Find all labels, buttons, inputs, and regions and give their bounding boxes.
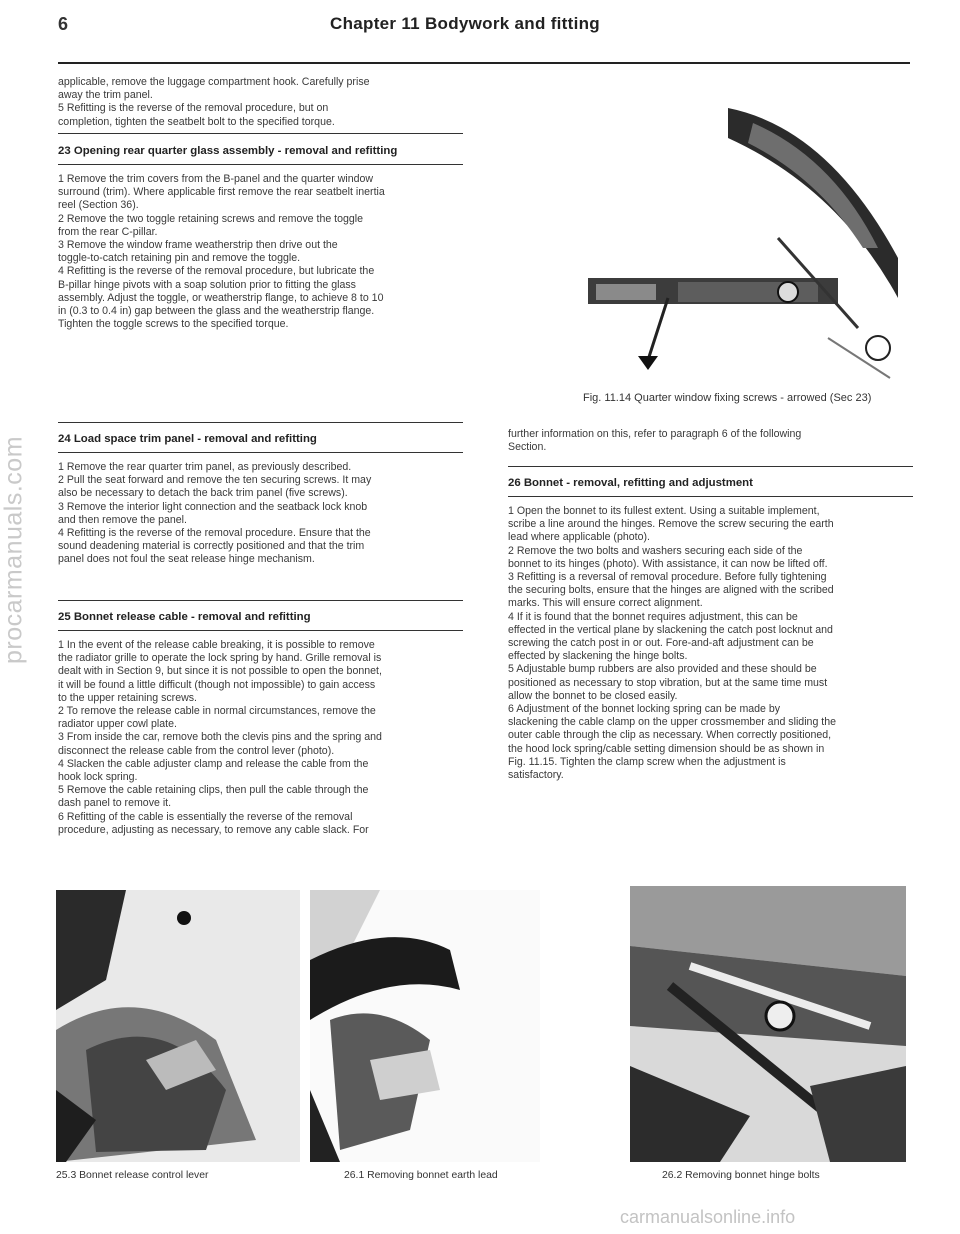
section-23-body [58, 173, 463, 331]
text-line: effected by slackening the hinge bolts. [508, 650, 688, 663]
section-26-title: 26 Bonnet - removal, refitting and adjustment [508, 477, 753, 489]
text-line: surround (trim). Where applicable first remove the rear seatbelt inertia [58, 186, 385, 199]
section-rule [58, 600, 463, 601]
text-line: 1 Open the bonnet to its fullest extent. Using a suitable implement, [508, 505, 820, 517]
section-23 [58, 133, 463, 331]
section-rule [58, 164, 463, 165]
text-line: 6 Adjustment of the bonnet locking spring can be made by [508, 703, 781, 716]
text-line: assembly. Adjust the toggle, or weatherstrip flange, to achieve 8 to 10 [58, 291, 384, 304]
side-watermark-text: procarmanuals.com [0, 435, 28, 665]
text-line: it will be found a little difficult (though not impossible) to gain access [58, 678, 376, 691]
section-rule [508, 466, 913, 467]
section-rule [58, 630, 463, 631]
page-number: 6 [58, 14, 69, 34]
text-line: 4 Slacken the cable adjuster clamp and release the cable from the [58, 757, 369, 770]
text-line: 2 Remove the two toggle retaining screws and remove the toggle [58, 212, 364, 225]
text-line: 2 Remove the two bolts and washers securing each side of the [508, 544, 803, 557]
text-line: 5 Refitting is the reverse of the removal procedure, but on [58, 102, 329, 115]
text-line: 5 Remove the cable retaining clips, then pull the cable through the [58, 784, 369, 797]
text-line: Fig. 11.15. Tighten the clamp screw when the adjustment is [508, 755, 786, 768]
text-line: dealt with in Section 9, but since it is not possible to open the bonnet, [58, 665, 382, 678]
text-line: the hood lock spring/cable setting dimension should be as shown in [508, 742, 825, 755]
text-line: positioned as necessary to stop vibration, but at the same time must [508, 676, 828, 689]
section-26-body [508, 505, 913, 782]
text-line: in (0.3 to 0.4 in) gap between the glass and the weatherstrip flange. [58, 305, 375, 318]
fig-11-14-illustration [578, 98, 906, 382]
text-line: applicable, remove the luggage compartment hook. Carefully prise [58, 76, 370, 88]
section-23-title: 23 Opening rear quarter glass assembly - removal and refitting [58, 145, 398, 157]
text-line: panel does not foul the seat release hinge mechanism. [58, 553, 315, 566]
chapter-title: Chapter 11 Bodywork and fitting [330, 14, 600, 33]
text-line: 5 Adjustable bump rubbers are also provided and these should be [508, 663, 817, 676]
text-line: 2 To remove the release cable in normal circumstances, remove the [58, 705, 376, 718]
text-line: 4 Refitting is the reverse of the removal procedure. Ensure that the [58, 527, 371, 540]
text-line: 3 Remove the interior light connection and the seatback lock knob [58, 500, 368, 513]
text-line: dash panel to remove it. [58, 797, 172, 810]
text-line: 3 Refitting is a reversal of removal procedure. Before fully tightening [508, 571, 827, 584]
section-rule [58, 452, 463, 453]
text-line: reel (Section 36). [58, 199, 139, 212]
text-line: 1 In the event of the release cable breaking, it is possible to remove [58, 639, 375, 651]
text-line: from the rear C-pillar. [58, 225, 158, 238]
section-25 [58, 600, 463, 837]
section-26 [508, 466, 913, 782]
section-rule [58, 133, 463, 134]
text-line: toggle-to-catch retaining pin and remove the toggle. [58, 252, 301, 265]
section-25-title: 25 Bonnet release cable - removal and refitting [58, 611, 311, 623]
text-line: allow the bonnet to be closed easily. [508, 689, 678, 702]
text-line: 3 From inside the car, remove both the clevis pins and the spring and [58, 731, 382, 744]
section-rule [58, 422, 463, 423]
text-line: 1 Remove the rear quarter trim panel, as previously described. [58, 461, 352, 473]
text-line: marks. This will ensure correct alignment. [508, 597, 703, 610]
text-line: lead where applicable (photo). [508, 531, 650, 544]
section-25-body [58, 639, 463, 837]
header-rule [58, 62, 910, 64]
text-line: bonnet to its hinges (photo). With assistance, it can now be lifted off. [508, 557, 828, 570]
text-line: 4 Refitting is the reverse of the removal procedure, but lubricate the [58, 265, 375, 278]
text-line: 6 Refitting of the cable is essentially the reverse of the removal [58, 810, 353, 823]
section-24-title: 24 Load space trim panel - removal and refitting [58, 433, 317, 445]
text-line: hook lock spring. [58, 771, 138, 784]
section-24 [58, 422, 463, 567]
text-line: the radiator grille to operate the lock spring by hand. Grille removal is [58, 652, 382, 665]
text-line: B-pillar hinge pivots with a soap solution prior to fitting the glass [58, 278, 356, 291]
section-rule [508, 496, 913, 497]
text-line: effected in the vertical plane by slackening the catch post locknut and [508, 623, 833, 636]
text-line: to the upper retaining screws. [58, 691, 197, 704]
photo-25-3-caption: 25.3 Bonnet release control lever [56, 1170, 209, 1181]
right-continuation [508, 428, 913, 454]
photo-26-2 [630, 886, 906, 1162]
text-line: also be necessary to detach the back trim panel (five screws). [58, 487, 348, 500]
photo-26-1-image [310, 890, 540, 1162]
section-24-body [58, 461, 463, 567]
text-line: the securing bolts, ensure that the hinges are aligned with the scribed [508, 584, 834, 597]
bottom-watermark: carmanualsonline.info [620, 1207, 796, 1227]
photo-25-3-image [56, 890, 300, 1162]
text-line: away the trim panel. [58, 89, 153, 102]
quarter-window-diagram [578, 98, 906, 382]
text-line: Section. [508, 441, 547, 454]
text-line: further information on this, refer to paragraph 6 of the following [508, 428, 802, 440]
text-line: radiator upper cowl plate. [58, 718, 177, 731]
text-line: 4 If it is found that the bonnet requires adjustment, this can be [508, 610, 798, 623]
text-line: procedure, adjusting as necessary, to remove any cable slack. For [58, 823, 369, 836]
text-line: sound deadening material is correctly positioned and that the trim [58, 540, 365, 553]
text-line: outer cable through the clip as necessary. When correctly positioned, [508, 729, 832, 742]
photo-26-2-image [630, 886, 906, 1162]
text-line: disconnect the release cable from the control lever (photo). [58, 744, 335, 757]
text-line: and then remove the panel. [58, 513, 187, 526]
photo-26-2-caption: 26.2 Removing bonnet hinge bolts [662, 1170, 820, 1181]
fig-11-14-caption: Fig. 11.14 Quarter window fixing screws - arrowed (Sec 23) [583, 392, 872, 404]
text-line: scribe a line around the hinges. Remove the screw securing the earth [508, 518, 834, 531]
left-intro [58, 76, 463, 129]
text-line: 3 Remove the window frame weatherstrip then drive out the [58, 239, 338, 252]
photo-26-1 [310, 890, 540, 1162]
text-line: slackening the cable clamp on the upper crossmember and sliding the [508, 716, 837, 729]
text-line: completion, tighten the seatbelt bolt to the specified torque. [58, 115, 335, 128]
text-line: 2 Pull the seat forward and remove the ten securing screws. It may [58, 474, 372, 487]
photo-25-3 [56, 890, 300, 1162]
side-watermark [0, 200, 34, 900]
text-line: Tighten the toggle screws to the specified torque. [58, 318, 289, 331]
photo-26-1-caption: 26.1 Removing bonnet earth lead [344, 1170, 498, 1181]
text-line: 1 Remove the trim covers from the B-panel and the quarter window [58, 173, 374, 185]
text-line: satisfactory. [508, 769, 564, 782]
text-line: screwing the catch post in or out. Fore-and-aft adjustment can be [508, 637, 814, 650]
